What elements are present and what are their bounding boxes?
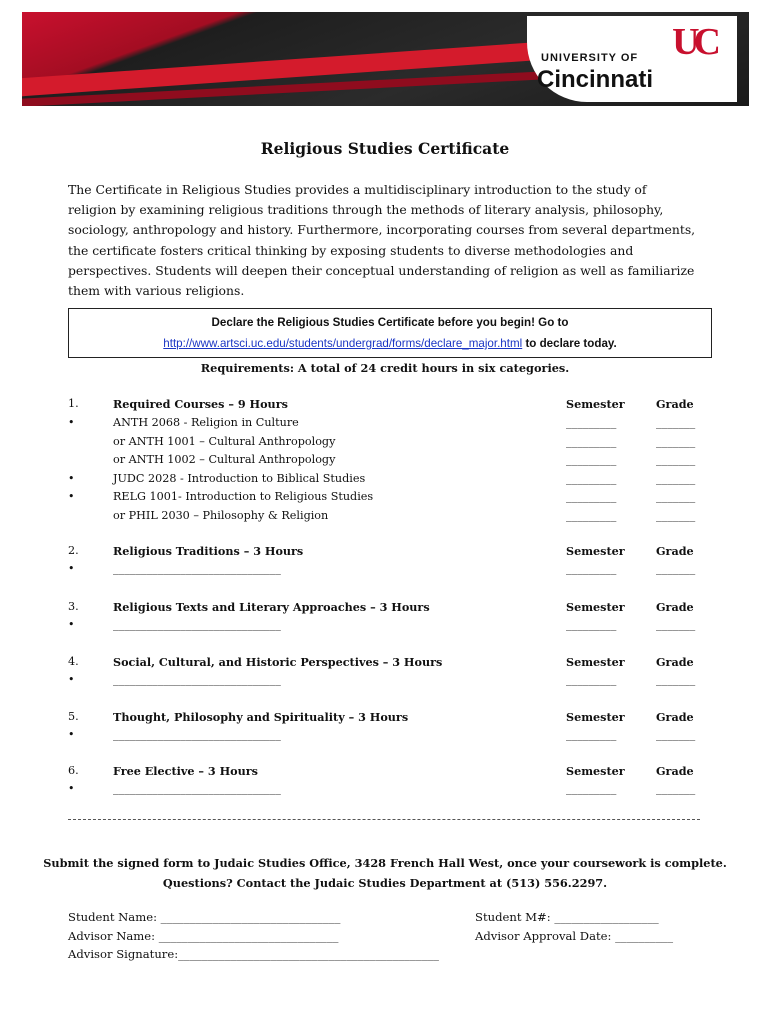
section-title: Religious Traditions – 3 Hours bbox=[113, 544, 304, 558]
section-number: 5. bbox=[68, 710, 79, 723]
declare-notice bbox=[68, 308, 712, 358]
advisor-signature-field[interactable]: Advisor Signature:_____________________________________________ bbox=[68, 947, 439, 961]
student-name-field[interactable]: Student Name: _______________________________ bbox=[68, 910, 341, 924]
grade-blank[interactable]: _______ bbox=[656, 471, 696, 485]
list-bullet: • bbox=[68, 471, 75, 485]
grade-column-header: Grade bbox=[656, 710, 694, 724]
grade-blank[interactable]: _______ bbox=[656, 782, 696, 795]
section-number: 2. bbox=[68, 544, 79, 557]
list-bullet: • bbox=[68, 416, 75, 429]
grade-blank[interactable]: _______ bbox=[656, 618, 696, 631]
section-number: 6. bbox=[68, 764, 79, 777]
semester-blank[interactable]: _________ bbox=[566, 728, 617, 741]
declare-line-1: Declare the Religious Studies Certificate before you begin! Go to bbox=[211, 316, 569, 329]
semester-blank[interactable]: _________ bbox=[566, 434, 617, 448]
section-number: 3. bbox=[68, 600, 79, 613]
course-item: ANTH 2068 - Religion in Culture bbox=[113, 416, 299, 429]
declare-link[interactable]: http://www.artsci.uc.edu/students/undergrad/forms/declare_major.html bbox=[163, 337, 523, 350]
university-logo bbox=[527, 16, 737, 102]
student-m-number-field[interactable]: Student M#: __________________ bbox=[475, 910, 659, 924]
grade-blank[interactable]: _______ bbox=[656, 453, 696, 467]
course-entry-blank[interactable]: ______________________________ bbox=[113, 562, 281, 575]
page-title: Religious Studies Certificate bbox=[260, 139, 510, 158]
grade-column-header: Grade bbox=[656, 544, 694, 558]
grade-blank[interactable]: _______ bbox=[656, 434, 696, 448]
section-title: Free Elective – 3 Hours bbox=[113, 764, 258, 778]
semester-column-header: Semester bbox=[566, 600, 625, 614]
list-bullet: • bbox=[68, 728, 75, 741]
semester-blank[interactable]: _________ bbox=[566, 509, 617, 522]
advisor-name-field[interactable]: Advisor Name: _______________________________ bbox=[68, 929, 339, 943]
grade-column-header: Grade bbox=[656, 655, 694, 669]
grade-blank[interactable]: _______ bbox=[656, 416, 696, 429]
course-item: or ANTH 1001 – Cultural Anthropology bbox=[113, 434, 336, 448]
course-entry-blank[interactable]: ______________________________ bbox=[113, 618, 281, 631]
course-item: JUDC 2028 - Introduction to Biblical Studies bbox=[113, 471, 366, 485]
logo-university-of: UNIVERSITY OF bbox=[541, 52, 639, 64]
advisor-approval-date-field[interactable]: Advisor Approval Date: __________ bbox=[475, 929, 674, 943]
grade-blank[interactable]: _______ bbox=[656, 509, 696, 522]
section-number: 1. bbox=[68, 397, 79, 410]
course-entry-blank[interactable]: ______________________________ bbox=[113, 673, 281, 686]
list-bullet: • bbox=[68, 562, 75, 575]
requirements-summary: Requirements: A total of 24 credit hours in six categories. bbox=[200, 361, 570, 375]
course-entry-blank[interactable]: ______________________________ bbox=[113, 728, 281, 741]
course-item: RELG 1001- Introduction to Religious Studies bbox=[113, 490, 374, 504]
divider bbox=[68, 819, 700, 820]
list-bullet: • bbox=[68, 490, 75, 504]
grade-column-header: Grade bbox=[656, 397, 694, 411]
list-bullet: • bbox=[68, 618, 75, 631]
course-item: or PHIL 2030 – Philosophy & Religion bbox=[113, 509, 329, 522]
section-title: Thought, Philosophy and Spirituality – 3 Hours bbox=[113, 710, 409, 724]
intro-paragraph: The Certificate in Religious Studies provides a multidisciplinary introduction to the study of religion by examining religious traditions through the methods of literary analysis, philosophy, sociology, anthropology and history. Furthermore, incorporating courses from several departments, the certificate fosters critical thinking by exposing students to diverse methodologies and perspectives. Students will deepen their conceptual understanding of religion as well as familiarize them with various religions. bbox=[68, 182, 696, 299]
semester-blank[interactable]: _________ bbox=[566, 471, 617, 485]
header-banner bbox=[22, 12, 749, 106]
semester-blank[interactable]: _________ bbox=[566, 562, 617, 575]
section-title: Social, Cultural, and Historic Perspectives – 3 Hours bbox=[113, 655, 443, 669]
grade-column-header: Grade bbox=[656, 600, 694, 614]
semester-column-header: Semester bbox=[566, 764, 625, 778]
semester-column-header: Semester bbox=[566, 397, 625, 411]
course-entry-blank[interactable]: ______________________________ bbox=[113, 782, 281, 795]
semester-column-header: Semester bbox=[566, 710, 625, 724]
list-bullet: • bbox=[68, 782, 75, 795]
grade-blank[interactable]: _______ bbox=[656, 490, 696, 504]
course-item: or ANTH 1002 – Cultural Anthropology bbox=[113, 453, 336, 467]
semester-blank[interactable]: _________ bbox=[566, 416, 617, 429]
section-number: 4. bbox=[68, 655, 79, 668]
uc-mark-icon: UC bbox=[672, 21, 715, 63]
declare-tail: to declare today. bbox=[522, 337, 617, 350]
grade-blank[interactable]: _______ bbox=[656, 562, 696, 575]
semester-blank[interactable]: _________ bbox=[566, 782, 617, 795]
grade-blank[interactable]: _______ bbox=[656, 673, 696, 686]
semester-blank[interactable]: _________ bbox=[566, 673, 617, 686]
semester-column-header: Semester bbox=[566, 655, 625, 669]
semester-blank[interactable]: _________ bbox=[566, 453, 617, 467]
section-title: Required Courses – 9 Hours bbox=[113, 397, 288, 411]
semester-blank[interactable]: _________ bbox=[566, 618, 617, 631]
contact-info: Questions? Contact the Judaic Studies Department at (513) 556.2297. bbox=[162, 876, 608, 890]
submit-instructions: Submit the signed form to Judaic Studies Office, 3428 French Hall West, once your coursework is complete. bbox=[43, 856, 727, 870]
grade-column-header: Grade bbox=[656, 764, 694, 778]
list-bullet: • bbox=[68, 673, 75, 686]
semester-column-header: Semester bbox=[566, 544, 625, 558]
grade-blank[interactable]: _______ bbox=[656, 728, 696, 741]
section-title: Religious Texts and Literary Approaches – 3 Hours bbox=[113, 600, 430, 614]
semester-blank[interactable]: _________ bbox=[566, 490, 617, 504]
declare-line-2 bbox=[69, 337, 711, 350]
logo-cincinnati: Cincinnati bbox=[537, 66, 654, 93]
